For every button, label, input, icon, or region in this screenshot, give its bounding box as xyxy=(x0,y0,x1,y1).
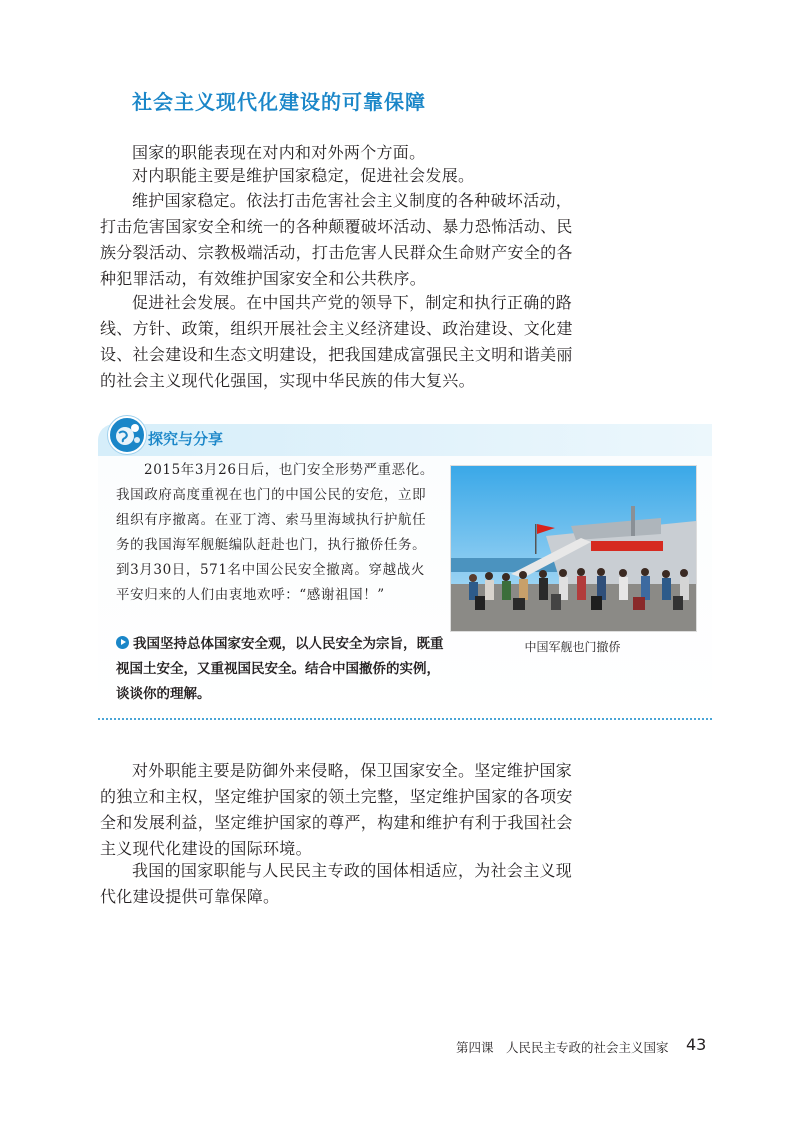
explore-share-box xyxy=(98,414,712,722)
footer-chapter-title: 第四课 人民民主专政的社会主义国家 xyxy=(456,1040,669,1055)
paragraph-functions: 国家的职能表现在对内和对外两个方面。 xyxy=(132,143,426,162)
discussion-question-text: 我国坚持总体国家安全观，以人民安全为宗旨，既重视国土安全，又重视国民安全。结合中国撤侨的实例，谈谈你的理解。 xyxy=(116,636,444,702)
paragraph-promote-development: 促进社会发展。在中国共产党的领导下，制定和执行正确的路线、方针、政策，组织开展社会主义经济建设、政治建设、文化建设、社会建设和生态文明建设，把我国建成富强民主文明和谐美丽的社会主义现代化强国，实现中华民族的伟大复兴。 xyxy=(100,293,573,390)
discussion-question xyxy=(116,632,446,707)
yemen-evacuation-photo xyxy=(450,465,697,632)
page-number: 43 xyxy=(686,1035,707,1054)
paragraph-internal-functions: 对内职能主要是维护国家稳定，促进社会发展。 xyxy=(132,166,475,185)
explore-globe-icon xyxy=(108,416,146,454)
section-title: 社会主义现代化建设的可靠保障 xyxy=(132,90,426,114)
paragraph-conclusion: 我国的国家职能与人民民主专政的国体相适应，为社会主义现代化建设提供可靠保障。 xyxy=(100,861,573,906)
case-story-text: 2015年3月26日后，也门安全形势严重恶化。我国政府高度重视在也门的中国公民的安危，立即组织有序撤离。在亚丁湾、索马里海域执行护航任务的我国海军舰艇编队赶赴也门，执行撤侨任务。到3月30日，571名中国公民安全撤离。穿越战火平安归来的人们由衷地欢呼：“感谢祖国！” xyxy=(116,462,434,603)
dotted-divider xyxy=(98,718,712,720)
explore-share-label: 探究与分享 xyxy=(148,430,224,448)
play-arrow-icon xyxy=(116,636,129,649)
photo-caption: 中国军舰也门撤侨 xyxy=(524,640,621,654)
paragraph-external-functions: 对外职能主要是防御外来侵略，保卫国家安全。坚定维护国家的独立和主权，坚定维护国家的领土完整，坚定维护国家的各项安全和发展利益，坚定维护国家的尊严，构建和维护有利于我国社会主义现代化建设的国际环境。 xyxy=(100,761,573,858)
paragraph-maintain-stability: 维护国家稳定。依法打击危害社会主义制度的各种破坏活动，打击危害国家安全和统一的各种颠覆破坏活动、暴力恐怖活动、民族分裂活动、宗教极端活动，打击危害人民群众生命财产安全的各种犯罪活动，有效维护国家安全和公共秩序。 xyxy=(100,191,573,288)
